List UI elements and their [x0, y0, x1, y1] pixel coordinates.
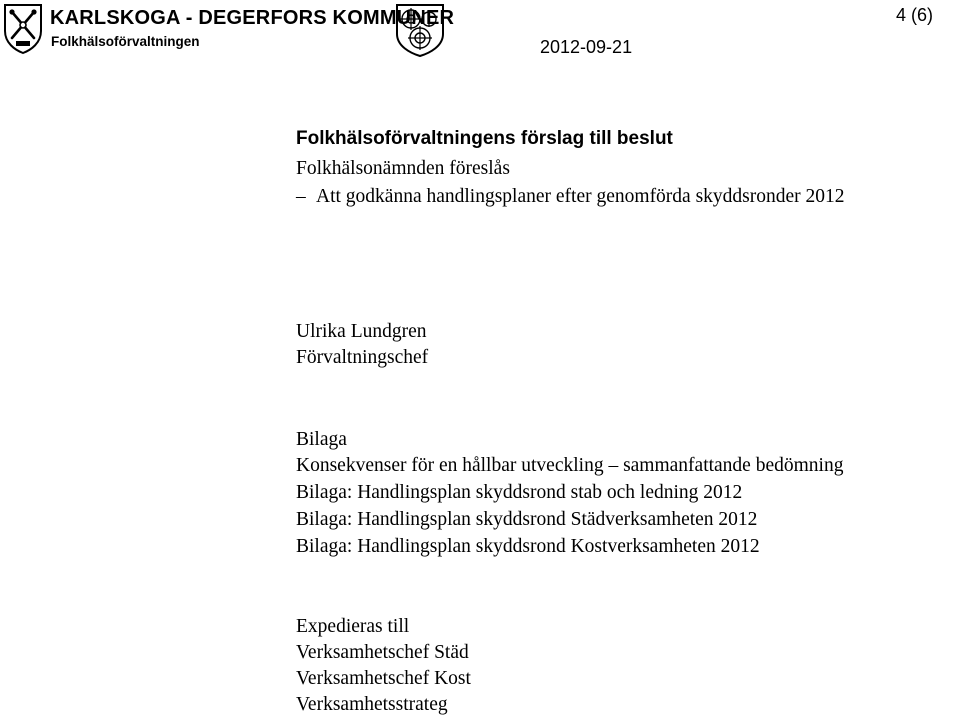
proposal-heading: Folkhälsoförvaltningens förslag till beslut: [296, 128, 673, 149]
attachment-item: Bilaga: Handlingsplan skyddsrond stab och ledning 2012: [296, 482, 743, 503]
document-date: 2012-09-21: [540, 37, 633, 57]
attachment-item: Konsekvenser för en hållbar utveckling – sammanfattande bedömning: [296, 455, 844, 476]
distribution-recipient: Verksamhetsstrateg: [296, 694, 448, 715]
attachment-item: Bilaga: Handlingsplan skyddsrond Städverksamheten 2012: [296, 509, 758, 530]
organization-name: KARLSKOGA - DEGERFORS KOMMUNER: [50, 7, 455, 29]
signature-title: Förvaltningschef: [296, 347, 429, 368]
karlskoga-coat-of-arms-icon: [3, 3, 43, 55]
attachment-item: Bilaga: Handlingsplan skyddsrond Kostverksamheten 2012: [296, 536, 760, 557]
distribution-recipient: Verksamhetschef Städ: [296, 642, 469, 663]
proposal-intro: Folkhälsonämnden föreslås: [296, 158, 510, 179]
page-number: 4 (6): [896, 5, 934, 25]
distribution-recipient: Verksamhetschef Kost: [296, 668, 471, 689]
department-name: Folkhälsoförvaltningen: [51, 34, 200, 49]
proposal-item-text: Att godkänna handlingsplaner efter genomförda skyddsronder 2012: [316, 186, 845, 207]
dash-bullet: –: [296, 186, 306, 207]
distribution-heading: Expedieras till: [296, 616, 410, 637]
signature-name: Ulrika Lundgren: [296, 321, 427, 342]
attachments-heading: Bilaga: [296, 429, 347, 450]
proposal-item: [296, 184, 845, 210]
